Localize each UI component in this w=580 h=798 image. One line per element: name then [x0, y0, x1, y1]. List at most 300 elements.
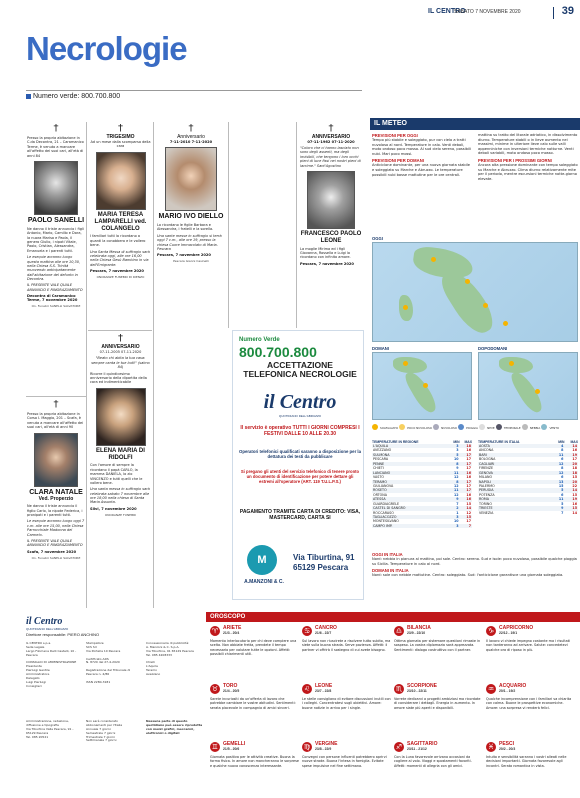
temperature-min: 7 — [456, 501, 459, 506]
temperature-min: 9 — [456, 466, 459, 471]
notice-body: I familiari tutti la ricordano a quanti la conobbero e le vollero bene. — [90, 234, 146, 248]
colophon-title: il Centro — [26, 616, 63, 627]
cross-icon: † — [118, 123, 123, 134]
deceased-name: PAOLO SANELLI — [27, 216, 85, 224]
temperature-city: AVEZZANO — [373, 448, 392, 453]
weather-section — [370, 118, 580, 602]
temperature-city: BARI — [478, 453, 553, 457]
portrait-photo — [165, 147, 217, 211]
map-land — [437, 264, 500, 339]
temperature-min: 8 — [561, 466, 564, 471]
temperature-max: 16 — [572, 501, 577, 506]
temperature-city: SULMONA — [372, 453, 449, 457]
column-divider — [86, 122, 87, 608]
page-number: 39 — [561, 5, 574, 17]
sign-name: SCORPIONE — [407, 683, 438, 689]
temperature-min: 8 — [449, 480, 460, 484]
temperature-city: ATESSA — [372, 497, 449, 501]
temperature-max: 17 — [466, 457, 471, 462]
sign-dates: 21/4 - 20/5 — [223, 689, 240, 693]
outlook-today-text: Nord: nebbia in pianura al mattino, poi sole. Centro: sereno. Sud e isole: poco nuvoloso, possibile qualche pioggia su Sicilia. Temperature in calo al nord. — [372, 557, 577, 566]
temperature-min: 12 — [553, 471, 565, 475]
weather-forecast-col1 — [372, 133, 472, 177]
snow-icon — [479, 424, 485, 430]
temperature-city: MILANO — [479, 475, 493, 480]
forecast-today-text: Tempo più stabile e soleggiato, pur con cielo a tratti nuvoloso al nord. Temperature in calo. Venti deboli, moto ondoso poco mosso. Al sud cielo sereno, possibili nubi. Mari poco mossi. — [372, 138, 471, 156]
forecast-next-days-heading: PREVISIONI PER I PROSSIMI GIORNI — [478, 157, 552, 163]
notice-place-date: Pescara, 7 novembre 2020 — [157, 253, 211, 258]
temperature-city: ANCONA — [479, 448, 494, 453]
temperature-max: 15 — [466, 501, 471, 506]
ad-verde-number[interactable]: 800.700.800 — [239, 344, 317, 360]
temperature-min: 3 — [449, 444, 460, 448]
temperature-min: 11 — [449, 488, 460, 492]
funeral-agency: On. Funebri SANELLI SALVATORE — [31, 555, 81, 560]
numero-verde-text: Numero verde: 800.700.800 — [33, 93, 121, 100]
notice-dates: 7-11-2010 7-11-2020 — [169, 140, 213, 144]
sign-name: CAPRICORNO — [499, 625, 534, 631]
sun-icon — [465, 279, 470, 284]
colophon-subscriptions: Non sarà considerato Abbonamenti per l'Italia Annuale 7 giorni Semestrale 7 giorni Trimestrale 7 giorni Settimanale 7 giorni — [86, 719, 123, 743]
colophon-copyright: Nessuna parte di questo quotidiano può essere riprodotta con mezzi grafici, meccanici, elettronici o digitali — [146, 719, 203, 735]
portrait-photo — [34, 433, 78, 487]
sign-name: GEMELLI — [223, 741, 246, 747]
cross-icon: † — [118, 333, 123, 344]
sun-icon — [403, 361, 408, 366]
portrait-photo — [96, 152, 146, 210]
sunny-icon — [372, 424, 378, 430]
notice-heading: TRIGESIMO — [106, 134, 135, 140]
zodiac-toro-icon: ♉ — [211, 685, 219, 693]
temperature-city: TAGLIACOZZO — [372, 515, 449, 519]
sign-name: ACQUARIO — [499, 683, 527, 689]
temperature-min: 8 — [449, 462, 460, 466]
notice-place-date: Pescara, 7 novembre 2020 — [90, 269, 144, 274]
temperature-min: 2 — [449, 506, 460, 510]
notice-heading: ANNIVERSARIO — [311, 134, 351, 140]
temperature-max: 19 — [564, 497, 578, 501]
partly-cloudy-icon — [399, 424, 405, 430]
deceased-name: MARIO IVO DIELLO — [158, 213, 224, 220]
temperature-min: 4 — [553, 444, 565, 448]
header-separator — [553, 7, 554, 19]
temperature-max: 14 — [572, 510, 577, 515]
sign-text: Intuito e sensibilità saranno i vostri alleati nelle decisioni importanti. Giornata favorevole agli incontri. Serata romantica in vista. — [486, 755, 567, 768]
sign-name: PESCI — [499, 741, 515, 747]
column-divider — [153, 122, 154, 608]
temperature-max: 19 — [564, 453, 578, 457]
obituary-notice — [156, 124, 226, 328]
ad-operators: Operatori telefonici qualificati saranno a disposizione per la dettatura dei testi da pubblicare — [239, 449, 362, 460]
temperature-city: VASTO — [373, 475, 385, 480]
temperature-min: 6 — [561, 475, 564, 480]
temperature-city: CAMPO IMP. — [372, 524, 449, 528]
temperature-city: TRIESTE — [478, 506, 553, 510]
notice-place-date: Scafa, 7 novembre 2020 — [27, 549, 77, 554]
map-tomorrow-label: DOMANI — [372, 346, 389, 351]
sign-dates: 21/6 - 22/7 — [315, 631, 332, 635]
deceased-name: CLARA NATALE — [29, 488, 83, 496]
temperature-max: 16 — [466, 448, 471, 453]
sign-name: VERGINE — [315, 741, 338, 747]
sign-dates: 23/8 - 22/9 — [315, 747, 332, 751]
rain-icon — [458, 424, 464, 430]
map-land — [403, 368, 440, 416]
notice-dates: 07-11-2005 07-11-2020 — [99, 350, 142, 354]
colophon-advertising: Concessionaria di pubblicità: A. Manzoni & C. S.p.A. Via Tiburtina, 91 65129 Pescara Tel. 085 4208333 Chieti L'Aquila Teramo Avezzano — [146, 641, 194, 677]
zodiac-ariete-icon: ♈ — [211, 627, 219, 635]
temperature-max: 7 — [460, 524, 472, 528]
zodiac-sagittario-icon: ♐ — [395, 743, 403, 751]
temperature-min: 11 — [449, 471, 460, 475]
temperature-min: 8 — [561, 448, 564, 453]
sign-dates: 20/1 - 19/2 — [499, 689, 516, 693]
sign-text: Con la Luna favorevole arrivano occasioni da cogliere al volo. Viaggi e spostamenti favoriti. Affetti: momenti di allegria con gli amici. — [394, 755, 472, 768]
temperature-min: 7 — [561, 510, 564, 515]
temperature-max: 17 — [460, 480, 472, 484]
temperature-min: 12 — [553, 462, 565, 466]
temperature-max: 16 — [572, 448, 577, 453]
map-land — [393, 357, 427, 373]
temperature-max: 16 — [466, 475, 471, 480]
mass-info: Una Santa Messa di suffragio sarà celebrata oggi, alle ore 16,00 nella Chiesa Gesù Bambino in via dell'Emigrante. — [90, 249, 150, 267]
temperature-city: VENEZIA — [479, 510, 494, 515]
forecast-tomorrow-text: Anticiclone dominante, per una nuova giornata stabile e soleggiata su Marche e Abruzzo. Le temperature possibili nubi basse mattutine per le ore centrali. — [372, 163, 470, 177]
regional-temperature-table: TEMPERATURE IN REGIONE MIN MAX L'AQUILA 3 18 AVEZZANO 3 16 SULMONA 5 17 PESCARA 10 17 PENNE 8 17 CHIETI 9 17 LANCIANO 11 16 VASTO 12 16 TERAMO 8 17 GIULIANOVA 12 17 ROSETO 11 17 ORTONA 12 16 ATESSA 9 16 GUARDIAGRELE 7 15 CASTEL DI SANGRO 2 14 ROCCARASO 1 12 TAGLIACOZZO 3 15 MONTESILVANO 10 17 CAMPO IMP. 3 7 — [372, 440, 472, 528]
zodiac-bilancia-icon: ♎ — [395, 627, 403, 635]
obituary-notice — [26, 400, 86, 606]
sign-text: Vorrete dedicarvi a progetti ambiziosi ma ricordate di considerare i dettagli. Energia in aumento. In amore siate più aperti e disponibili. — [394, 697, 481, 710]
phone-obituary-ad — [232, 330, 364, 600]
zodiac-capricorno-icon: ♑ — [487, 627, 495, 635]
notice-body: Ne danno il triste annuncio il figlio Carlo, la nipote Federica, i pronipoti e i parenti tutti. — [27, 504, 83, 518]
weather-forecast-col2 — [478, 133, 578, 181]
ad-payment: PAGAMENTO TRAMITE CARTA DI CREDITO: VISA, MASTERCARD, CARTA SI — [239, 509, 361, 521]
portrait-photo — [34, 161, 78, 215]
sign-name: BILANCIA — [407, 625, 431, 631]
temperature-city: ROMA — [478, 497, 553, 501]
zodiac-cancro-icon: ♋ — [303, 627, 311, 635]
colophon — [26, 616, 206, 798]
funeral-agency: ONORANZE FUNEBRI — [104, 512, 137, 517]
temperature-max: 17 — [466, 483, 471, 488]
temperature-city: CAGLIARI — [478, 462, 553, 466]
temperature-city: CASTEL DI SANGRO — [372, 506, 449, 510]
regional-temperatures — [372, 440, 472, 528]
temperature-max: 18 — [564, 471, 578, 475]
temperature-city: PALERMO — [479, 483, 495, 488]
temperature-max: 20 — [564, 480, 578, 484]
sign-text: Sul lavoro non riuscirete a risolvere tutto subito, ma siete sulla buona strada. Serve pazienza. Affetti: il partner vi offrirà il sostegno di cui avete bisogno. — [302, 639, 391, 652]
temperature-max: 18 — [572, 466, 577, 471]
sun-icon — [535, 389, 540, 394]
horoscope-title: OROSCOPO — [210, 613, 246, 620]
map-today-label: OGGI — [372, 236, 383, 241]
mass-info: Una santa messa in suffragio sarà celebrata sabato 7 novembre alle ore 18,00 nella chiesa di Santa Maria Assunta. — [90, 487, 150, 505]
square-icon — [26, 94, 31, 99]
temperature-min: 3 — [456, 448, 459, 453]
sign-text: Convegni con persone influenti potrebbero aprirvi nuove strade. Buona l'intesa in famiglia. Evitate spese impulsive nel fine settimana. — [302, 755, 387, 768]
temperature-min: 6 — [561, 492, 564, 497]
temperature-max: 18 — [460, 444, 472, 448]
temperature-max: 22 — [572, 483, 577, 488]
temperature-min: 6 — [561, 457, 564, 462]
sign-text: Ottima giornata per sistemare questioni rimaste in sospeso. La vostra diplomazia sarà apprezzata. Sentimenti: dialogo costruttivo con il partner. — [394, 639, 481, 652]
outlook-tomorrow-text: Nord: sole con nebbie mattutine. Centro: soleggiato. Sud: l'anticiclone garantisce una giornata soleggiata. — [372, 573, 564, 578]
funeral-agency: On. Funebri SANELLI SALVATORE — [31, 304, 81, 309]
temperature-max: 15 — [572, 492, 577, 497]
deceased-name: MARIA TERESA LAMPARELLI ved. COLANGELO — [94, 211, 147, 232]
temperature-max: 16 — [460, 471, 472, 475]
obituary-notice — [89, 124, 152, 328]
zodiac-vergine-icon: ♍ — [303, 743, 311, 751]
temperature-max: 17 — [572, 457, 577, 462]
temperature-max: 15 — [564, 506, 578, 510]
weather-map-today — [372, 242, 578, 342]
sun-icon — [509, 361, 514, 366]
temperature-max: 14 — [460, 506, 472, 510]
section-title: Necrologie — [26, 30, 187, 67]
temperature-city: BOLOGNA — [479, 457, 496, 462]
temperature-city: AOSTA — [478, 444, 553, 448]
issue-date: SABATO 7 NOVEMBRE 2020 — [454, 9, 521, 15]
storm-icon — [496, 424, 502, 430]
notice-note: IL PRESENTE VALE QUALE ANNUNCIO E RINGRAZIAMENTO — [27, 283, 83, 292]
map-land — [499, 357, 533, 373]
ad-logo-subtitle: QUOTIDIANO DELL'ABRUZZO — [278, 414, 322, 418]
colophon-company: IL CENTRO s.p.a. Sede Legale Largo Filomena Delli Castelli, 10 - Pescara CONSIGLIO DI AMMINISTRAZIONE Presidente Pierluigi Gentile Amministratore Delegato Luigi Pierluigi Consiglieri — [26, 641, 77, 688]
notice-place-date: Decontra di Caramanico Terme, 7 novembre 2020 — [27, 294, 78, 303]
temperature-city: GUARDIAGRELE — [373, 501, 400, 506]
temperature-min: 13 — [553, 480, 565, 484]
sign-name: TORO — [223, 683, 238, 689]
forecast-continued: mattina su tratto del litorale adriatico, in dissolvimento diurno. Temperature stabili o in lieve aumento nei massimi, minime in ulteriore lieve calo sulle valli appenniniche con inversioni termiche notturne. Venti deboli variabili, moto ondoso poco mosso. — [478, 133, 578, 156]
temperature-min: 9 — [449, 497, 460, 501]
sign-dates: 23/7 - 22/8 — [315, 689, 332, 693]
obituary-notice — [26, 124, 86, 394]
wind-icon — [541, 424, 547, 430]
temperature-city: TORINO — [479, 501, 492, 506]
zodiac-gemelli-icon: ♊ — [211, 743, 219, 751]
cross-icon: † — [53, 123, 59, 134]
sign-dates: 21/3 - 20/4 — [223, 631, 240, 635]
ad-newspaper-logo: il Centro — [263, 391, 337, 413]
temperature-city: PERUGIA — [478, 488, 553, 492]
temperature-min: 5 — [561, 501, 564, 506]
temperature-min: 12 — [453, 492, 459, 497]
notice-note: IL PRESENTE VALE QUALE ANNUNCIO E RINGRAZIAMENTO — [27, 538, 83, 548]
sun-icon — [483, 303, 488, 308]
sign-text: Le stelle consigliano di evitare discussioni inutili con i colleghi. Concentratevi sugli obiettivi. Amore: buone notizie in arrivo per i single. — [302, 697, 391, 710]
temperature-min: 9 — [553, 506, 565, 510]
temperature-min: 12 — [453, 483, 459, 488]
funeral-info: Le esequie avranno luogo oggi 7 c.m. alle ore 15,00, nella Chiesa Parrocchiale Madonna del Carmelo. — [27, 519, 85, 537]
sign-text: Giornata positiva per le attività creative. Buona la forma fisica. In amore non mancheranno le sorprese e qualche nuova conoscenza interessante. — [210, 755, 299, 768]
weather-legend: SOLEGGIATO POCO NUVOLOSO NUVOLOSO PIOGGIA NEVE TEMPORALE NEBBIA VENTO — [372, 424, 578, 430]
manzoni-logo-icon: M — [247, 545, 277, 575]
weather-map-after — [478, 352, 578, 420]
temperature-max: 15 — [572, 475, 577, 480]
temperature-city: ROCCARASO — [373, 510, 394, 515]
zodiac-scorpione-icon: ♏ — [395, 685, 403, 693]
deceased-subname: Ved. Properzio — [38, 495, 74, 502]
notice-body: Con l'amore di sempre la ricordano il papà CARLO, la mamma DANIELA, lo zio VINCENZO e tutti quelli che le vollero bene. — [90, 463, 143, 485]
colophon-printer: Stampatore SCS Srl Via Portella 10 Pescara Certificato ADS N. 8720 del 27-4-2020 Registrazione del Tribunale di Pescara n. 4/86 ISSN 2280-3181 — [86, 641, 131, 684]
colophon-subtitle: QUOTIDIANO DELL'ABRUZZO — [26, 627, 69, 631]
page-header — [384, 4, 580, 28]
temperature-city: L'AQUILA — [372, 444, 449, 448]
italy-outlook — [372, 552, 578, 578]
notice-body: Lo ricordano le figlie Barbara e Alessandra, i fratelli e la sorella. — [157, 223, 214, 232]
temperature-min: 10 — [453, 457, 459, 462]
numero-verde — [26, 93, 120, 100]
temperature-city: FIRENZE — [479, 466, 494, 471]
notice-quote: "Beato chi abita la tua casa: sempre canta le tue lodi!" (salmo 84) — [91, 356, 150, 370]
notice-divider — [26, 396, 86, 397]
temperature-min: 12 — [453, 475, 459, 480]
notice-heading: Anniversario — [177, 134, 205, 140]
weather-header — [370, 118, 580, 130]
paper-name: IL CENTRO — [428, 8, 466, 15]
temperature-min: 1 — [456, 510, 459, 515]
funeral-agency: Pescara Gianni Casinelli — [173, 259, 209, 264]
sign-text: Qualche incomprensione con i familiari va chiarita con calma. Buone le prospettive economiche. Amore: una sorpresa vi renderà felici. — [486, 697, 572, 710]
notice-body: La moglie Mirima ed i figli Giovanna, Rossella e Luigi lo ricordano con infinito amore. — [300, 246, 351, 260]
notice-body: Ne danno il triste annuncio i figli Antonio, Mario, Camillo e Dora, la nuora Marisa e Paola, il genero Giulio, i nipoti Vitale, Paolo, Cristian, Alessandra, Emanuela e i parenti tutti. — [27, 226, 84, 253]
temperature-min: 10 — [453, 519, 459, 524]
zodiac-pesci-icon: ♓ — [487, 743, 495, 751]
notice-intro: Ad un mese dalla scomparsa della cara — [90, 140, 151, 149]
deceased-name: ELENA MARIA DI RIDOLFI — [96, 447, 145, 461]
notice-intro: Ricorre il quindicesimo anniversario della dipartita della cara ed indimenticabile — [90, 371, 147, 385]
sign-dates: 23/11 - 21/12 — [407, 747, 427, 751]
temperature-min: 5 — [553, 488, 565, 492]
temperature-min: 3 — [449, 515, 460, 519]
ad-company: A.MANZONI & C. — [244, 579, 284, 585]
temperature-max: 17 — [460, 462, 472, 466]
cross-icon: † — [53, 399, 59, 410]
notice-quote: "Coloro che ci hanno lasciato non sono degli assenti, ma degli invisibili, che tengono i loro occhi pieni di luce fissi nei nostri pieni di lacrime." Sant'Agostino — [300, 146, 361, 168]
column-divider — [228, 122, 229, 328]
temperature-min: 15 — [558, 483, 564, 488]
cross-icon: † — [328, 123, 334, 134]
forecast-next-days-text: Ancora alta pressione dominante con tempo soleggiato su Marche e Abruzzo. Clima diurno relativamente mite per il periodo, mentre escursioni termiche notte-giorno elevate. — [478, 162, 578, 181]
sign-text: Momento interlocutorio per chi deve compiere una scelta. Non abbiate fretta, prendete il tempo necessario per valutare tutte le opzioni. Affetti: possibili chiarimenti utili. — [210, 639, 297, 657]
temperature-max: 16 — [466, 492, 471, 497]
temperature-max: 20 — [564, 462, 578, 466]
temperature-city: POTENZA — [479, 492, 495, 497]
ad-headline: ACCETTAZIONE TELEFONICA NECROLOGIE — [243, 360, 357, 380]
temperature-max: 16 — [460, 497, 472, 501]
weather-map-tomorrow — [372, 352, 472, 420]
notice-place-date: Silvi, 7 novembre 2020 — [90, 506, 137, 511]
temperature-city: NAPOLI — [478, 480, 553, 484]
temperature-city: ROSETO — [372, 488, 449, 492]
sun-icon — [403, 305, 408, 310]
sign-name: SAGITTARIO — [407, 741, 438, 747]
temperature-city: GENOVA — [478, 471, 553, 475]
temperature-min: 11 — [553, 453, 565, 457]
sun-icon — [431, 257, 436, 262]
italy-temperature-table: TEMPERATURE IN ITALIA MIN MAX AOSTA 4 14 ANCONA 8 16 BARI 11 19 BOLOGNA 6 17 CAGLIARI 12 20 FIRENZE 8 18 GENOVA 12 18 MILANO 6 15 NAPOLI 13 20 PALERMO 15 22 PERUGIA 5 14 POTENZA 6 15 ROMA 11 19 TORINO 5 16 TRIESTE 9 15 VENEZIA 7 14 — [478, 440, 578, 515]
column-divider — [296, 122, 297, 328]
sign-dates: 20/2 - 20/3 — [499, 747, 516, 751]
mass-info: Una sante messe in suffragio si terrà oggi 7 c.m., alle ore 19, presso la chiesa Cuore Immacolato di Maria. Pescara — [157, 233, 222, 251]
temperature-min: 3 — [449, 524, 460, 528]
sign-dates: 21/5 - 20/6 — [223, 747, 240, 751]
notice-divider — [88, 330, 152, 331]
colophon-director: Direttore responsabile: PIERO ANCHINO — [26, 632, 100, 637]
temperature-row — [372, 524, 472, 528]
notice-dates: 07-11-1962 07-11-2020 — [307, 140, 355, 144]
sign-dates: 23/9 - 22/10 — [407, 631, 426, 635]
temperature-min: 5 — [449, 453, 460, 457]
deceased-name: FRANCESCO PAOLO LEONE — [300, 230, 362, 244]
forecast-today-heading: PREVISIONI PER OGGI — [372, 133, 418, 138]
forecast-tomorrow-heading: PREVISIONI PER DOMANI — [372, 158, 424, 164]
temperature-city: PESCARA — [373, 457, 389, 462]
sign-dates: 23/10 - 22/11 — [407, 689, 427, 693]
temperature-max: 14 — [564, 488, 578, 492]
temperature-city: TERAMO — [372, 480, 449, 484]
horoscope-section — [206, 612, 580, 798]
zodiac-acquario-icon: ♒ — [487, 685, 495, 693]
sign-dates: 22/12 - 19/1 — [499, 631, 518, 635]
fog-icon — [522, 424, 528, 430]
temperature-max: 17 — [466, 519, 471, 524]
sun-icon — [423, 383, 428, 388]
horoscope-header — [206, 612, 580, 622]
temperature-max: 12 — [466, 510, 471, 515]
temperature-city: CHIETI — [373, 466, 384, 471]
temperature-city: MONTESILVANO — [373, 519, 399, 524]
temperature-max: 17 — [460, 453, 472, 457]
temperature-city: ORTONA — [373, 492, 387, 497]
temperature-city: GIULIANOVA — [373, 483, 394, 488]
notice-intro: Presso la propria abitazione in Corso I. Maggio, 201 – Scafa, è venuta a mancare all'affetto dei suoi cari, all'età di anni 90 — [27, 412, 84, 430]
funeral-agency: ONORANZE FUNEBRI DI RIENZO — [96, 275, 145, 280]
masthead-rule — [26, 90, 362, 91]
funeral-info: Le esequie avranno luogo questa mattina alle ore 10,30, nella Chiesa S.S. Trinità muovendo anticipatamente dall'abitazione del defunto in Decontra. — [27, 255, 81, 282]
sign-text: Il lavoro vi chiede impegno costante ma i risultati non tarderanno ad arrivare. Salute: concedetevi qualche ora di riposo in più. — [486, 639, 571, 652]
obituary-notice — [89, 334, 152, 606]
cross-icon: † — [188, 123, 194, 134]
portrait-photo — [307, 171, 355, 229]
temperature-max: 17 — [460, 488, 472, 492]
weather-title: IL METEO — [374, 120, 407, 127]
zodiac-leone-icon: ♌ — [303, 685, 311, 693]
temperature-max: 17 — [466, 466, 471, 471]
cloudy-icon — [433, 424, 439, 430]
italy-temperatures — [478, 440, 578, 515]
sign-name: ARIETE — [223, 625, 242, 631]
ad-verde-label: Numero Verde — [239, 337, 280, 343]
sign-name: CANCRO — [315, 625, 337, 631]
sun-icon — [503, 321, 508, 326]
temperature-row — [478, 511, 578, 515]
sign-name: LEONE — [315, 683, 333, 689]
ad-service-hours: Il servizio è operativo TUTTI I GIORNI COMPRESI I FESTIVI DALLE 10 ALLE 20.30 — [240, 425, 360, 437]
ad-documents: Si pregano gli utenti del servizio telefonico di tenere pronto un documento di identificazione per potere dettare gli estremi all'operatore (ART. 119 T.U.L.P.S.) — [240, 469, 360, 485]
notice-heading: ANNIVERSARIO — [101, 344, 140, 350]
portrait-photo — [96, 388, 146, 446]
sign-text: Sarete incuriositi da un'offerta di lavoro che potrebbe cambiare le vostre abitudini. Sentimenti: serata piacevole in compagnia di amici sinceri. — [210, 697, 296, 710]
ad-address: Via Tiburtina, 91 65129 Pescara — [293, 553, 355, 572]
colophon-editorial: Amministrazione, redazione, diffusione e tipografia Via Tiburtina Valle Pescara, 91 - 65129 Pescara Tel. 085 20521 — [26, 719, 74, 739]
map-after-label: DOPODOMANI — [478, 346, 508, 351]
obituary-notice — [299, 124, 363, 328]
outlook-tomorrow-heading: DOMANI IN ITALIA — [372, 568, 409, 574]
